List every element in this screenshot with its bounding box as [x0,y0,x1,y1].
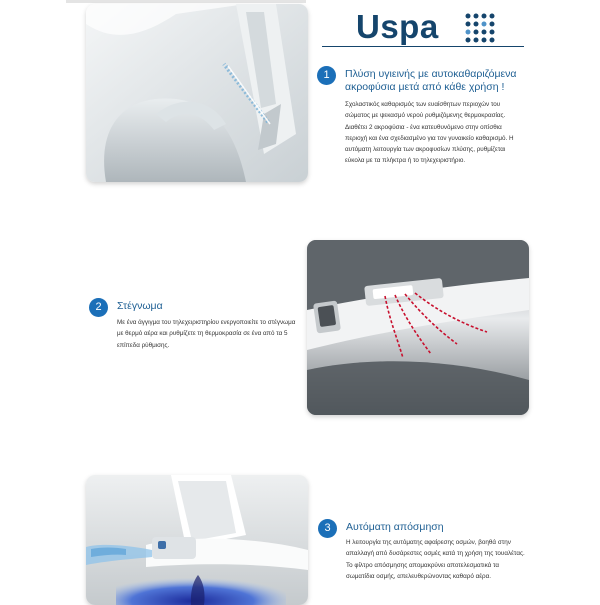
feature-1-title: Πλύση υγιεινής με αυτοκαθαριζόμενα ακροφύσια μετά από κάθε χρήση ! [345,68,517,93]
feature-1-number: 1 [317,66,336,85]
brand-logo [356,6,526,50]
dryer-illustration [307,240,529,415]
deodorizer-photo [86,475,308,605]
logo-dots-icon [464,12,496,44]
feature-2-title: Στέγνωμα [117,300,163,312]
feature-3-number: 3 [318,519,337,538]
feature-3-description: Η λειτουργία της αυτόματης αφαίρεσης οσμών, βοηθά στην απαλλαγή από δυσάρεστες οσμές κατά τη χρήση της τουαλέτας. Το φίλτρο απόσμησης απομακρύνει αποτελεσματικά τα σωματίδια οσμής, απελευθερώνοντας καθαρό αέρα. [346,539,525,580]
feature-2-description: Με ένα άγγιγμα του τηλεχειριστηρίου ενεργοποιείτε το στέγνωμα με θερμό αέρα και ρυθμίζετε τη θερμοκρασία σε ένα από τα 5 επίπεδα ρύθμισης. [117,319,296,349]
deodorizer-illustration [86,475,308,605]
brand-name: Uspa [356,8,439,45]
logo-underline [322,46,524,47]
wash-nozzle-photo [86,4,308,182]
wash-nozzle-illustration [86,4,308,182]
top-divider [66,0,306,3]
dryer-photo [307,240,529,415]
feature-3-title: Αυτόματη απόσμηση [346,521,444,533]
feature-1-description: Σχολαστικός καθαρισμός των ευαίσθητων περιοχών του σώματος με ψεκασμό νερού ρυθμιζόμενης θερμοκρασίας. Διαθέτει 2 ακροφύσια - ένα κατευθυνόμενο στην οπίσθια περιοχή και ένα σχεδιασμένο για τον γυναικείο καθαρισμό. Η αυτόματη λειτουργία των ακροφυσίων πλύσης, ρυθμίζεται εύκολα με τα πλήκτρα ή το τηλεχειριστήριο. [345,101,514,165]
feature-2-number: 2 [89,298,108,317]
